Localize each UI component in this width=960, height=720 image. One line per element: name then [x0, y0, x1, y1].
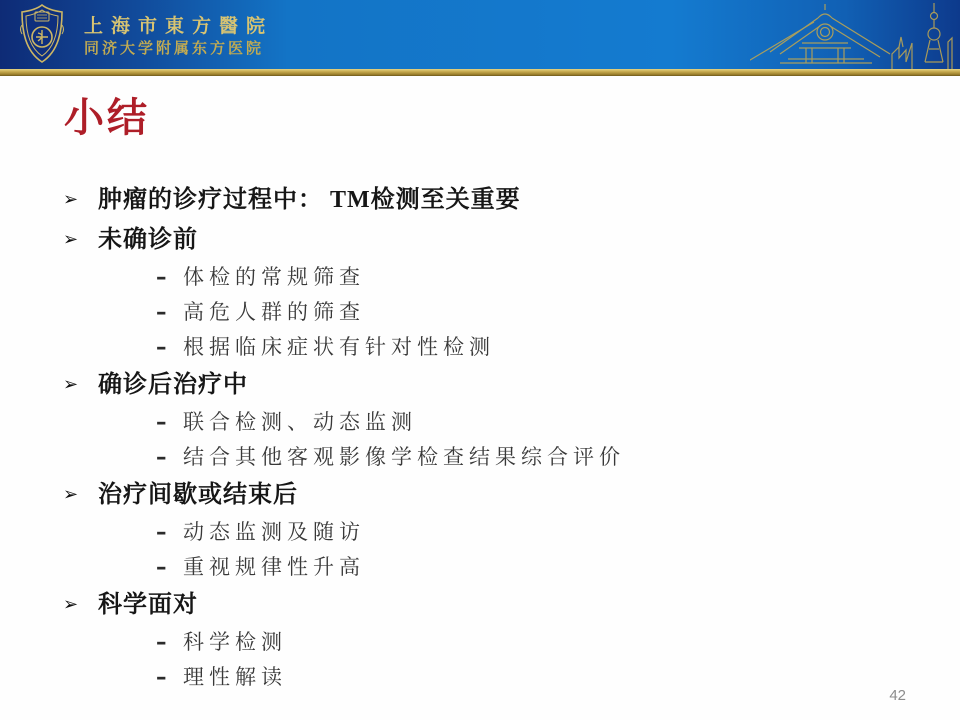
sub-bullet-text: 理性解读 — [183, 665, 287, 689]
bullet-text: 肿瘤的诊疗过程中： TM检测至关重要 — [98, 187, 521, 213]
sub-bullet-item — [62, 660, 922, 695]
sub-bullet-item — [62, 260, 922, 295]
shanghai-skyline-icon — [892, 3, 952, 69]
dash-bullet-icon: – — [156, 300, 167, 324]
sub-bullet-text: 体检的常规筛查 — [183, 265, 365, 289]
sub-bullet-item — [62, 515, 922, 550]
sub-bullet-text: 动态监测及随访 — [183, 520, 365, 544]
bullet-text: 未确诊前 — [98, 227, 198, 253]
dash-bullet-icon: – — [156, 410, 167, 434]
page-number: 42 — [889, 687, 906, 704]
arrow-bullet-icon: ➢ — [63, 374, 80, 395]
hospital-name-traditional: 上海市東方醫院 — [84, 16, 274, 37]
bullet-item — [62, 585, 922, 625]
bullet-item — [62, 220, 922, 260]
hospital-crest-icon — [18, 3, 66, 65]
bullet-item — [62, 365, 922, 405]
dash-bullet-icon: – — [156, 335, 167, 359]
sub-bullet-text: 科学检测 — [183, 630, 287, 654]
arrow-bullet-icon: ➢ — [63, 229, 80, 250]
sub-bullet-text: 结合其他客观影像学检查结果综合评价 — [183, 445, 625, 469]
sub-bullet-text: 重视规律性升高 — [183, 555, 365, 579]
slide-header — [0, 0, 960, 69]
sub-bullet-item — [62, 550, 922, 585]
sub-bullet-item — [62, 625, 922, 660]
gate-building-icon — [750, 4, 890, 69]
hospital-name-affiliation: 同济大学附属东方医院 — [84, 40, 265, 57]
dash-bullet-icon: – — [156, 445, 167, 469]
arrow-bullet-icon: ➢ — [63, 484, 80, 505]
arrow-bullet-icon: ➢ — [63, 189, 80, 210]
bullet-list — [62, 180, 922, 695]
slide-title: 小结 — [64, 95, 150, 140]
dash-bullet-icon: – — [156, 555, 167, 579]
sub-bullet-item — [62, 330, 922, 365]
dash-bullet-icon: – — [156, 665, 167, 689]
bullet-item — [62, 180, 922, 220]
bullet-text: 治疗间歇或结束后 — [98, 482, 298, 508]
dash-bullet-icon: – — [156, 265, 167, 289]
sub-bullet-text: 根据临床症状有针对性检测 — [183, 335, 495, 359]
sub-bullet-item — [62, 405, 922, 440]
arrow-bullet-icon: ➢ — [63, 594, 80, 615]
header-decoration — [750, 0, 960, 69]
sub-bullet-text: 高危人群的筛查 — [183, 300, 365, 324]
sub-bullet-text: 联合检测、动态监测 — [183, 410, 417, 434]
bullet-text: 科学面对 — [98, 592, 198, 618]
bullet-text: 确诊后治疗中 — [98, 372, 248, 398]
sub-bullet-item — [62, 440, 922, 475]
dash-bullet-icon: – — [156, 520, 167, 544]
gold-divider — [0, 69, 960, 76]
bullet-item — [62, 475, 922, 515]
dash-bullet-icon: – — [156, 630, 167, 654]
sub-bullet-item — [62, 295, 922, 330]
